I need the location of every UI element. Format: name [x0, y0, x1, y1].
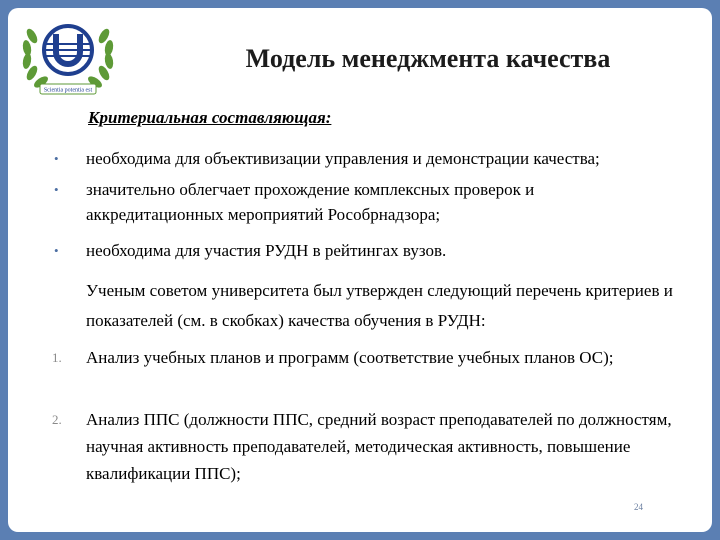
number-marker: 2.: [52, 412, 62, 427]
page-number: 24: [634, 502, 643, 512]
numbered-text: Анализ учебных планов и программ (соответствие учебных планов ОС);: [86, 348, 614, 367]
criteria-paragraph: Ученым советом университета был утвержден следующий перечень критериев и показателей (см. в скобках) качества обучения в РУДН:: [86, 281, 673, 330]
slide: [8, 8, 712, 532]
section-subtitle: Критериальная составляющая:: [88, 108, 332, 127]
university-logo: [18, 14, 118, 100]
bullet-marker: •: [54, 182, 59, 197]
bullet-marker: •: [54, 243, 59, 258]
bullet-text: необходима для участия РУДН в рейтингах вузов.: [86, 241, 447, 260]
numbered-text: Анализ ППС (должности ППС, средний возраст преподавателей по должностям, научная активность преподавателей, методическая активность, повышение квалификации ППС);: [86, 410, 672, 483]
bullet-text: значительно облегчает прохождение комплексных проверок и аккредитационных мероприятий Рособрнадзора;: [86, 180, 535, 224]
page-title: Модель менеджмента качества: [245, 44, 611, 73]
bullet-marker: •: [54, 151, 59, 166]
logo-ribbon-text: Scientia potentia est: [43, 87, 93, 94]
bullet-text: необходима для объективизации управления и демонстрации качества;: [86, 149, 600, 168]
number-marker: 1.: [52, 350, 62, 365]
